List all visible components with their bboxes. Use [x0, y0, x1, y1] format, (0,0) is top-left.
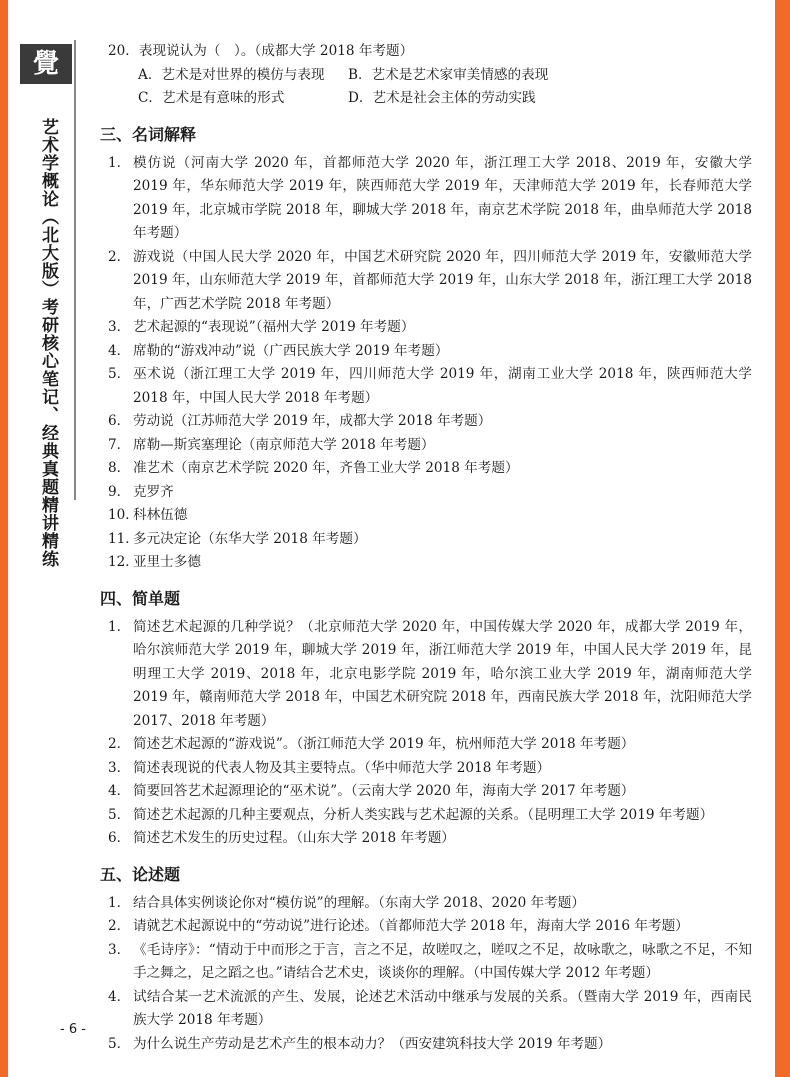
list-item [100, 528, 752, 552]
item-text: 巫术说（浙江理工大学 2019 年，四川师范大学 2019 年，湖南工业大学 2018 年，陕西师范大学 2018 年，中国人民大学 2018 年考题） [133, 366, 752, 406]
item-text: 准艺术（南京艺术学院 2020 年，齐鲁工业大学 2018 年考题） [133, 460, 519, 476]
item-number: 3． [108, 941, 131, 958]
list-item [100, 892, 752, 916]
sections [100, 123, 752, 1057]
page [8, 0, 775, 1077]
option-a: A．艺术是对世界的模仿与表现 [138, 66, 325, 83]
option-d: D．艺术是社会主体的劳动实践 [348, 90, 536, 106]
item-text: 简述艺术起源的几种主要观点，分析人类实践与艺术起源的关系。（昆明理工大学 2019 年考题） [133, 806, 714, 823]
page-number: - 6 - [60, 1022, 86, 1037]
list-item [100, 827, 752, 851]
list-item [100, 481, 752, 505]
item-text: 席勒—斯宾塞理论（南京师范大学 2018 年考题） [133, 436, 435, 453]
list-item [100, 410, 752, 434]
list-item [100, 915, 752, 939]
list-item [100, 986, 752, 1033]
sidebar-divider [74, 40, 76, 500]
list-item [100, 363, 752, 410]
item-number: 6． [108, 830, 131, 846]
item-number: 4． [108, 342, 131, 359]
item-text: 结合具体实例谈论你对“模仿说”的理解。（东南大学 2018、2020 年考题） [133, 894, 585, 911]
item-text: 艺术起源的“表现说”（福州大学 2019 年考题） [133, 319, 415, 335]
item-text: 简要回答艺术起源理论的“巫术说”。（云南大学 2020 年，海南大学 2017 年考题） [133, 783, 635, 799]
item-number: 3． [108, 319, 131, 335]
list-item [100, 804, 752, 828]
item-number: 5． [108, 1035, 131, 1052]
question-20 [108, 40, 752, 111]
list-item [100, 757, 752, 781]
item-text: 简述表现说的代表人物及其主要特点。（华中师范大学 2018 年考题） [133, 759, 551, 776]
section-0 [100, 123, 752, 575]
option-b: B．艺术是艺术家审美情感的表现 [348, 66, 549, 83]
list-item [100, 340, 752, 364]
item-text: 简述艺术起源的“游戏说”。（浙江师范大学 2019 年，杭州师范大学 2018 年考题） [133, 736, 635, 752]
list-item [100, 1033, 752, 1057]
item-text: 科林伍德 [133, 507, 188, 523]
item-text: 亚里士多德 [133, 554, 201, 570]
item-number: 3． [108, 759, 131, 776]
item-number: 1． [108, 154, 131, 171]
list-item [100, 504, 752, 528]
publisher-logo: 覺 [20, 44, 72, 84]
item-text: 席勒的“游戏冲动”说（广西民族大学 2019 年考题） [133, 342, 449, 359]
item-number: 7． [108, 436, 131, 453]
item-number: 5． [108, 806, 131, 823]
item-number: 2． [108, 248, 131, 265]
item-text: 《毛诗序》：“情动于中而形之于言，言之不足，故嗟叹之，嗟叹之不足，故咏歌之，咏歌之不足，不知手之舞之，足之蹈之也。”请结合艺术史，谈谈你的理解。（中国传媒大学 2012 年考题） [133, 941, 752, 981]
section-heading: 三、名词解释 [100, 124, 197, 144]
list-item [100, 246, 752, 317]
item-text: 模仿说（河南大学 2020 年，首都师范大学 2020 年，浙江理工大学 2018、2019 年，安徽大学 2019 年，华东师范大学 2019 年，陕西师范大学 2019 年，天津师范大学 2019 年，长春师范大学 2019 年，北京城市学院 2018 年，聊城大学 2018 年，南京艺术学院 2018 年，曲阜师范大学 2018 年考题） [133, 154, 752, 241]
book-title-vertical: 艺术学概论（北大版）考研核心笔记、经典真题精讲精练 [38, 118, 58, 568]
item-text: 为什么说生产劳动是艺术产生的根本动力？（西安建筑科技大学 2019 年考题） [133, 1035, 612, 1052]
options-row-2 [138, 87, 752, 111]
item-text: 劳动说（江苏师范大学 2019 年，成都大学 2018 年考题） [133, 413, 492, 429]
item-number: 4． [108, 988, 131, 1005]
item-text: 游戏说（中国人民大学 2020 年，中国艺术研究院 2020 年，四川师范大学 2019 年，安徽师范大学 2019 年，山东师范大学 2019 年，首都师范大学 2019 年，山东大学 2018 年，浙江理工大学 2018 年，广西艺术学院 2018 年考题） [133, 248, 752, 312]
list-item [100, 457, 752, 481]
list-item [100, 434, 752, 458]
options-row-1 [138, 64, 752, 88]
item-number: 2． [108, 736, 131, 752]
item-text: 请就艺术起源说中的“劳动说”进行论述。（首都师范大学 2018 年，海南大学 2016 年考题） [133, 918, 689, 934]
item-number: 6． [108, 413, 131, 429]
item-number: 8． [108, 460, 131, 476]
item-text: 多元决定论（东华大学 2018 年考题） [133, 530, 367, 547]
item-number: 1． [108, 894, 131, 911]
item-text: 简述艺术起源的几种学说？（北京师范大学 2020 年，中国传媒大学 2020 年，成都大学 2019 年，哈尔滨师范大学 2019 年，聊城大学 2019 年，浙江师范大学 2019 年，中国人民大学 2019 年，昆明理工大学 2019、2018 年，北京电影学院 2019 年，哈尔滨工业大学 2019 年，湖南师范大学 2019 年，赣南师范大学 2018 年，中国艺术研究院 2018 年，西南民族大学 2018 年，沈阳师范大学 2017、2018 年考题） [133, 618, 752, 729]
option-c: C．艺术是有意味的形式 [138, 90, 285, 106]
list-item [100, 939, 752, 986]
section-heading: 四、简单题 [100, 588, 181, 608]
section-2 [100, 863, 752, 1057]
item-text: 克罗齐 [133, 483, 174, 500]
item-number: 9． [108, 483, 131, 500]
main-content [100, 40, 752, 1056]
item-text: 简述艺术发生的历史过程。（山东大学 2018 年考题） [133, 830, 455, 846]
section-1 [100, 587, 752, 851]
list-item [100, 733, 752, 757]
item-number: 1． [108, 618, 131, 635]
item-number: 11． [108, 530, 139, 547]
item-text: 试结合某一艺术流派的产生、发展，论述艺术活动中继承与发展的关系。（暨南大学 2019 年，西南民族大学 2018 年考题） [133, 988, 752, 1028]
item-number: 4． [108, 783, 131, 799]
list-item [100, 551, 752, 575]
question-20-stem: 20．表现说认为（ ）。（成都大学 2018 年考题） [108, 43, 414, 59]
item-number: 5． [108, 366, 131, 382]
list-item [100, 152, 752, 246]
list-item [100, 780, 752, 804]
list-item [100, 316, 752, 340]
item-number: 12． [108, 554, 139, 570]
item-number: 2． [108, 918, 131, 934]
list-item [100, 616, 752, 734]
section-heading: 五、论述题 [100, 864, 181, 884]
item-number: 10． [108, 507, 139, 523]
